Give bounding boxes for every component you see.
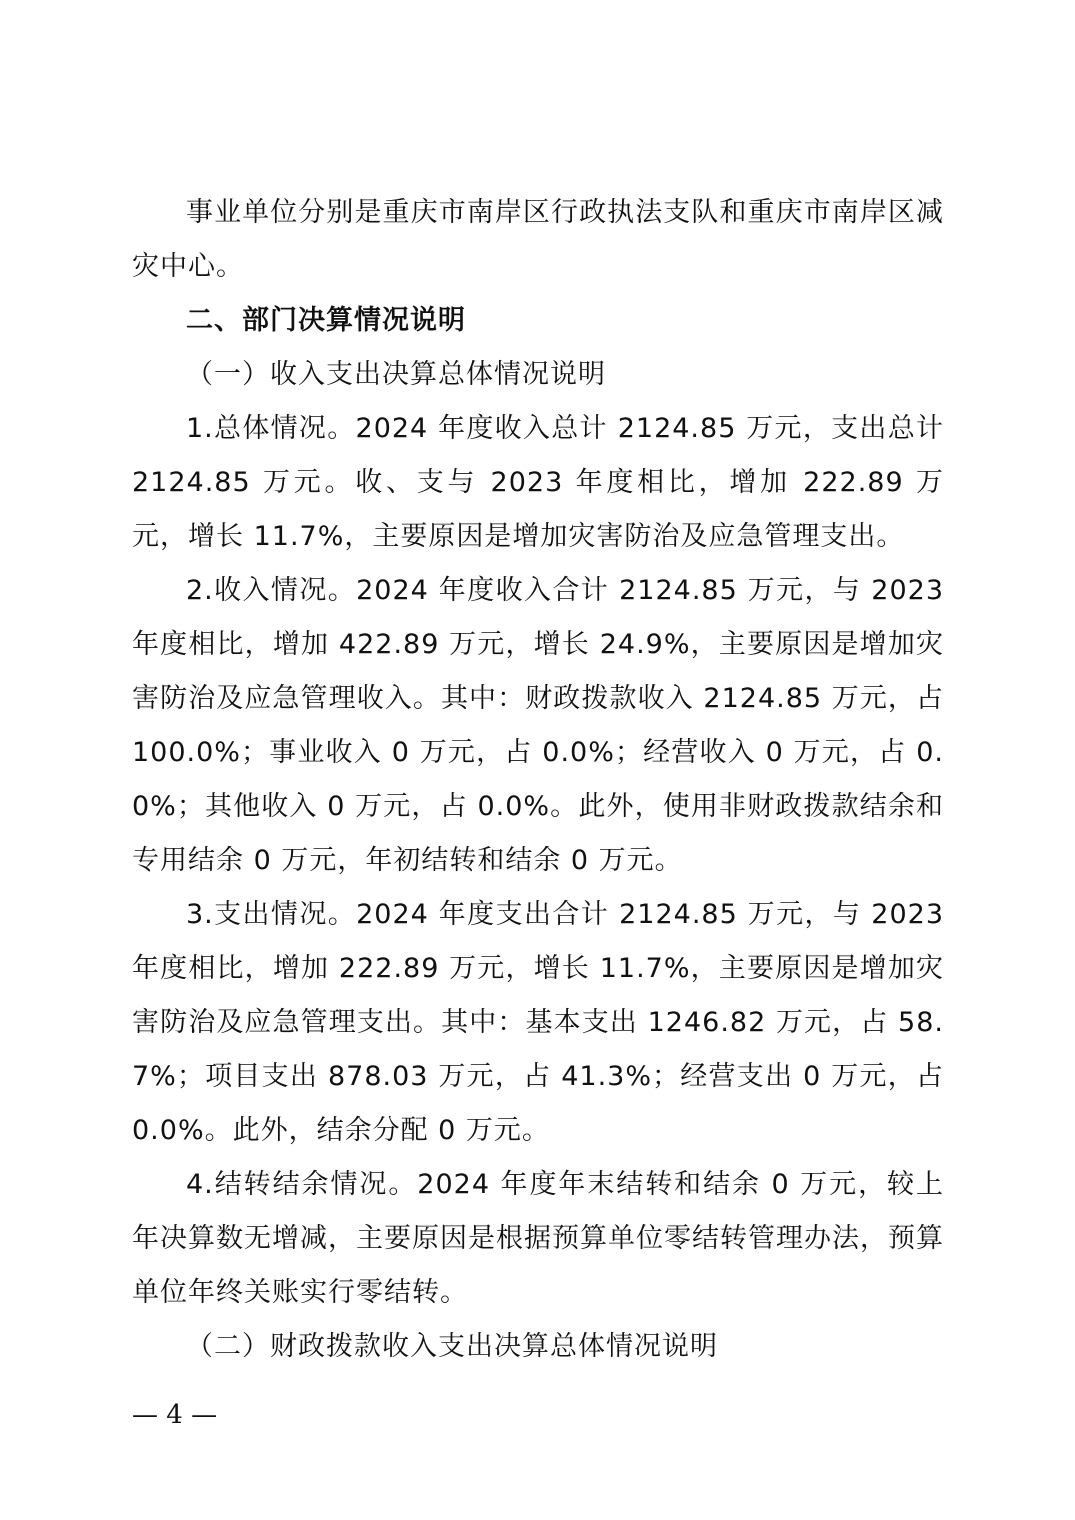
- paragraph-income-situation: 2.收入情况。2024 年度收入合计 2124.85 万元，与 2023 年度相比，增加 422.89 万元，增长 24.9%，主要原因是增加灾害防治及应急管理收入。其中：财政拨款收入 2124.85 万元，占 100.0%；事业收入 0 万元，占 0.0%；经营收入 0 万元，占 0.0%；其他收入 0 万元，占 0.0%。此外，使用非财政拨款结余和专用结余 0 万元，年初结转和结余 0 万元。: [132, 575, 944, 876]
- paragraph-expenditure-situation: 3.支出情况。2024 年度支出合计 2124.85 万元，与 2023 年度相比，增加 222.89 万元，增长 11.7%，主要原因是增加灾害防治及应急管理支出。其中：基本支出 1246.82 万元，占 58.7%；项目支出 878.03 万元，占 41.3%；经营支出 0 万元，占 0.0%。此外，结余分配 0 万元。: [132, 899, 944, 1146]
- page-number: — 4 —: [132, 1400, 218, 1430]
- subsection-heading-fiscal-appropriation-overview: （二）财政拨款收入支出决算总体情况说明: [186, 1331, 718, 1362]
- section-heading-department-final-accounts: 二、部门决算情况说明: [186, 305, 466, 336]
- paragraph-intro: 事业单位分别是重庆市南岸区行政执法支队和重庆市南岸区减灾中心。: [132, 197, 944, 282]
- paragraph-carryover-balance: 4.结转结余情况。2024 年度年末结转和结余 0 万元，较上年决算数无增减，主要原因是根据预算单位零结转管理办法，预算单位年终关账实行零结转。: [132, 1169, 944, 1308]
- subsection-heading-income-expenditure-overview: （一）收入支出决算总体情况说明: [186, 359, 606, 390]
- paragraph-overall-situation: 1.总体情况。2024 年度收入总计 2124.85 万元，支出总计 2124.85 万元。收、支与 2023 年度相比，增加 222.89 万元，增长 11.7%，主要原因是增加灾害防治及应急管理支出。: [132, 413, 944, 552]
